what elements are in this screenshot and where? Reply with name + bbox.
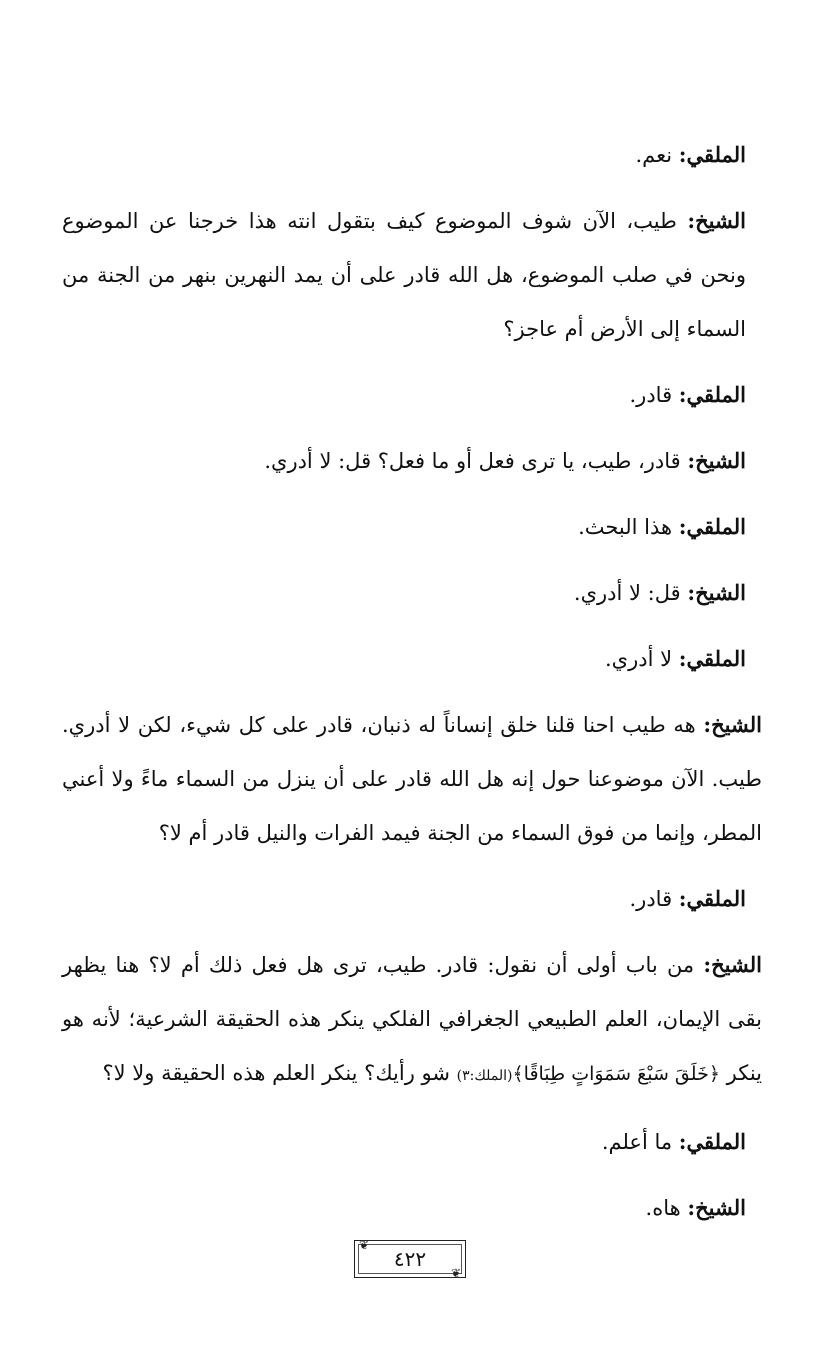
floral-ornament-icon: ❦ — [359, 1238, 370, 1252]
dialogue-line — [62, 434, 762, 488]
dialogue-line — [62, 698, 762, 860]
line-text: نعم. — [635, 143, 679, 167]
dialogue-line — [62, 1181, 762, 1235]
dialogue-text — [62, 128, 762, 1247]
dialogue-line-with-verse — [62, 938, 762, 1103]
line-text: هذا البحث. — [578, 515, 679, 539]
page-number-frame — [354, 1240, 466, 1278]
speaker-label: الملقي: — [678, 646, 746, 671]
verse-reference: (الملك:٣) — [456, 1068, 513, 1084]
speaker-label: الملقي: — [678, 382, 746, 407]
page-number: ٤٢٢ — [393, 1247, 427, 1271]
line-text: ما أعلم. — [601, 1130, 679, 1154]
dialogue-line — [62, 194, 762, 356]
line-text: قل: لا أدري. — [573, 581, 688, 605]
line-text: هاه. — [645, 1196, 688, 1220]
line-text: من باب أولى أن نقول: قادر. طيب، ترى هل فعل ذلك أم لا؟ هنا يظهر بقى الإيمان، العلم الطبيعي الجغرافي الفلكي ينكر هذه الحقيقة الشرعية؛ لأنه هو ينكر — [62, 953, 762, 1085]
speaker-label: الشيخ: — [703, 952, 762, 977]
dialogue-line — [62, 632, 762, 686]
dialogue-line — [62, 1115, 762, 1169]
speaker-label: الملقي: — [678, 886, 746, 911]
speaker-label: الشيخ: — [687, 580, 746, 605]
dialogue-line — [62, 128, 762, 182]
dialogue-line — [62, 500, 762, 554]
line-text: طيب، الآن شوف الموضوع كيف بتقول انته هذا خرجنا عن الموضوع ونحن في صلب الموضوع، هل الله قادر على أن يمد النهرين بنهر من الجنة من السماء إلى الأرض أم عاجز؟ — [62, 209, 746, 341]
line-text: قادر، طيب، يا ترى فعل أو ما فعل؟ قل: لا أدري. — [264, 449, 688, 473]
speaker-label: الملقي: — [678, 514, 746, 539]
speaker-label: الشيخ: — [687, 208, 746, 233]
dialogue-line — [62, 368, 762, 422]
line-text: قادر. — [629, 887, 679, 911]
speaker-label: الشيخ: — [687, 448, 746, 473]
speaker-label: الشيخ: — [703, 712, 762, 737]
floral-ornament-icon: ❦ — [450, 1266, 461, 1280]
line-text: شو رأيك؟ ينكر العلم هذه الحقيقة ولا لا؟ — [102, 1061, 457, 1085]
dialogue-line — [62, 872, 762, 926]
quran-verse: ﴿خَلَقَ سَبْعَ سَمَوَاتٍ طِبَاقًا﴾ — [512, 1063, 720, 1085]
speaker-label: الملقي: — [678, 1129, 746, 1154]
speaker-label: الملقي: — [678, 142, 746, 167]
line-text: لا أدري. — [605, 647, 679, 671]
dialogue-line — [62, 566, 762, 620]
speaker-label: الشيخ: — [687, 1195, 746, 1220]
line-text: هه طيب احنا قلنا خلق إنساناً له ذنبان، قادر على كل شيء، لكن لا أدري. طيب. الآن موضوعنا حول إنه هل الله قادر على أن ينزل من السماء ماءً ولا أعني المطر، وإنما من فوق السماء من الجنة فيمد الفرات والنيل قادر أم لا؟ — [62, 713, 762, 845]
line-text: قادر. — [629, 383, 679, 407]
